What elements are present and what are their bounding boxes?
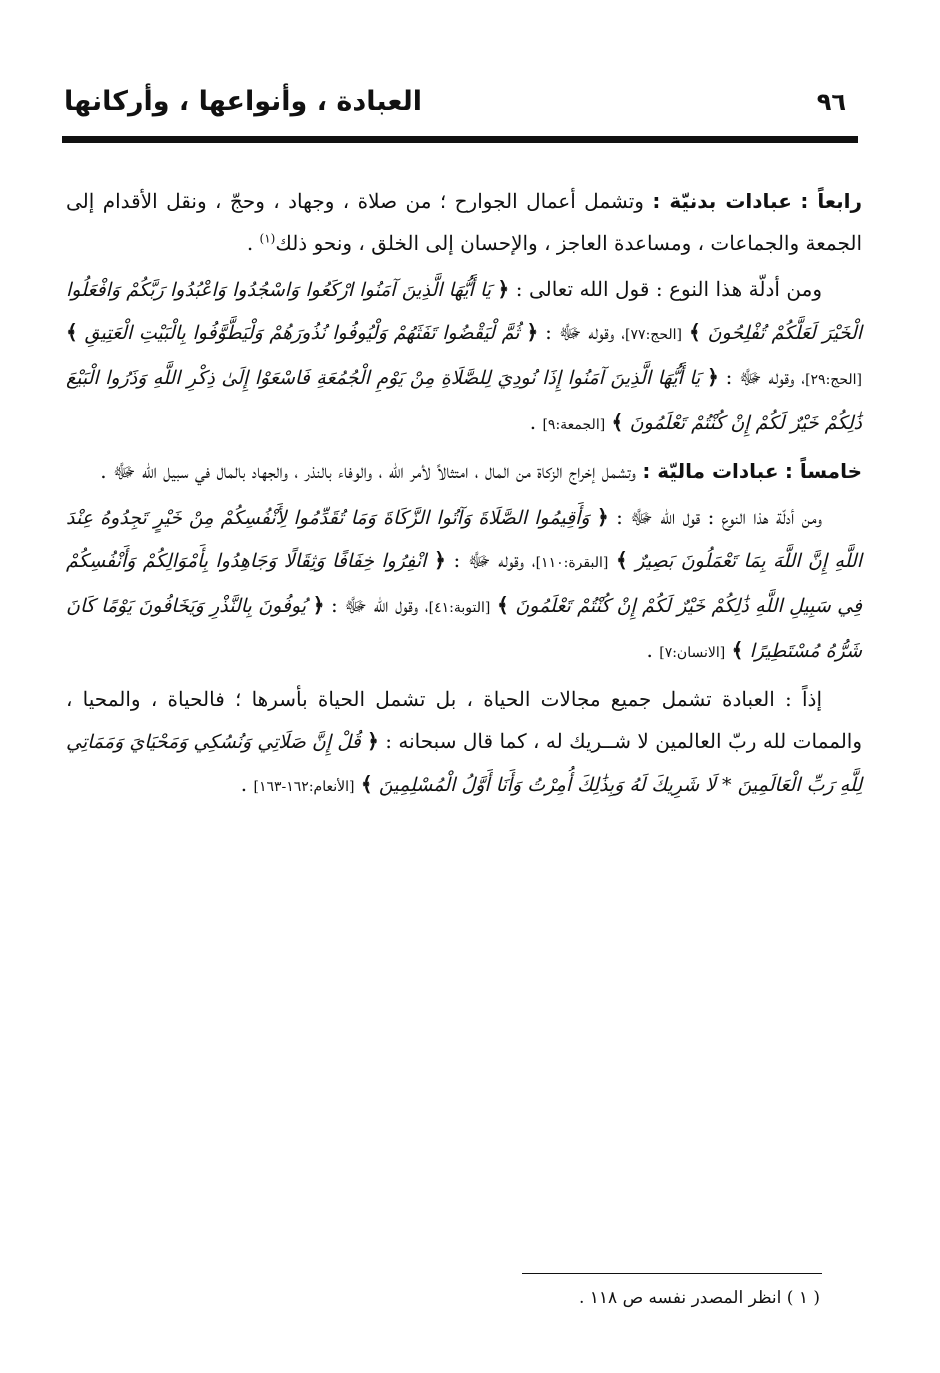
sentence-end: . (246, 231, 260, 255)
quran-verse: ثُمَّ لْيَقْضُوا تَفَثَهُمْ وَلْيُوفُوا نُذُورَهُمْ وَلْيَطَّوَّفُوا بِالْبَيْتِ الْعَتِيقِ (84, 322, 520, 344)
verse-close-brace: ﴾ (66, 320, 78, 344)
page-body (66, 180, 862, 812)
section-label-fifth: خامساً : (784, 459, 862, 483)
connector-text: ، وقوله ﷻ : (545, 320, 626, 344)
paragraph-conclusion (66, 678, 862, 808)
quran-verse: وَأَقِيمُوا الصَّلَاةَ وَآتُوا الزَّكَاةَ وَمَا تُقَدِّمُوا لِأَنْفُسِكُمْ مِنْ خَيْرٍ تَجِدُوهُ عِنْدَ اللَّهِ إِنَّ اللَّهَ بِمَا تَعْمَلُونَ بَصِيرٌ (66, 507, 862, 572)
header-rule (62, 136, 858, 143)
page-header (64, 86, 854, 126)
verse-open-brace: ﴿ (707, 365, 719, 389)
verse-close-brace: ﴾ (360, 772, 373, 796)
quran-verse: قُلْ إِنَّ صَلَاتِي وَنُسُكِي وَمَحْيَايَ وَمَمَاتِي لِلَّهِ رَبِّ الْعَالَمِينَ * لَا شَرِيكَ لَهُ وَبِذَٰلِكَ أُمِرْتُ وَأَنَا أَوَّلُ الْمُسْلِمِينَ (66, 731, 862, 796)
quran-verse: انْفِرُوا خِفَافًا وَثِقَالًا وَجَاهِدُوا بِأَمْوَالِكُمْ وَأَنْفُسِكُمْ فِي سَبِيلِ اللَّهِ ذَٰلِكُمْ خَيْرٌ لَكُمْ إِنْ كُنْتُمْ تَعْلَمُونَ (66, 550, 862, 617)
conclusion-body: إذاً : العبادة تشمل جميع مجالات الحياة ، بل تشمل الحياة بأسرها ؛ فالحياة ، والمحيا ، والممات لله ربّ العالمين لا شــريك له ، كما قال سبحانه : (66, 687, 863, 753)
section-term-physical: عبادات بدنيّة : (652, 189, 792, 213)
running-title: العبادة ، وأنواعها ، وأركانها (64, 86, 422, 117)
verse-reference: [الأنعام:١٦٢-١٦٣] (253, 779, 355, 795)
paragraph-financial-evidence (66, 496, 862, 674)
verse-open-brace: ﴿ (312, 593, 325, 617)
page-number: ٩٦ (816, 88, 846, 116)
paragraph-financial-worship (66, 450, 862, 492)
verse-reference: [الانسان:٧] (659, 645, 726, 661)
footnote-marker: ( ١ ) (786, 1288, 820, 1308)
quran-verse: يَا أَيُّهَا الَّذِينَ آمَنُوا ارْكَعُوا وَاسْجُدُوا وَاعْبُدُوا رَبَّكُمْ وَافْعَلُوا الْخَيْرَ لَعَلَّكُمْ تُفْلِحُونَ (66, 279, 863, 344)
verse-open-brace: ﴿ (497, 277, 510, 301)
footnote-separator (522, 1273, 822, 1274)
quran-verse: يُوفُونَ بِالنَّذْرِ وَيَخَافُونَ يَوْمًا كَانَ شَرُّهُ مُسْتَطِيرًا (66, 595, 862, 662)
verse-reference: [الجمعة:٩] (542, 417, 606, 433)
section-term-financial: عبادات ماليّة : (642, 459, 779, 483)
footnote (579, 1288, 820, 1308)
verse-reference: [التوبة:٤١] (428, 600, 491, 616)
verse-close-brace: ﴾ (688, 320, 701, 344)
verse-close-brace: ﴾ (615, 548, 628, 572)
verse-close-brace: ﴾ (611, 410, 624, 434)
verse-open-brace: ﴿ (526, 320, 539, 344)
sentence-end: . (240, 772, 254, 796)
verse-reference: [الحج:٧٧] (625, 327, 682, 343)
verse-close-brace: ﴾ (496, 593, 509, 617)
sentence-end: . (529, 410, 543, 434)
connector-text: ، وقوله ﷻ : (453, 548, 536, 572)
verse-close-brace: ﴾ (731, 638, 744, 662)
section-body-financial: وتشمل إخراج الزكاة من المال ، امتثالاً لأمر الله ، والوفاء بالنذر ، والجهاد بالمال في سبيل الله ﷻ . (100, 459, 636, 483)
paragraph-physical-worship (66, 180, 862, 264)
section-label-fourth: رابعاً : (800, 189, 863, 213)
section-body-physical: وتشمل أعمال الجوارح ؛ من صلاة ، وجهاد ، وحجّ ، ونقل الأقدام إلى الجمعة والجماعات ، ومساعدة العاجز ، والإحسان إلى الخلق ، ونحو ذلك (66, 189, 862, 255)
verse-reference: [الحج:٢٩] (805, 372, 862, 388)
connector-text: ، وقول الله ﷻ : (331, 593, 429, 617)
evidence-intro: ومن أدلّة هذا النوع : قول الله ﷻ : (616, 505, 823, 529)
footnote-reference[interactable]: (١) (259, 231, 276, 246)
verse-open-brace: ﴿ (597, 505, 609, 529)
quran-verse: يَا أَيُّهَا الَّذِينَ آمَنُوا إِذَا نُودِيَ لِلصَّلَاةِ مِنْ يَوْمِ الْجُمُعَةِ فَاسْعَوْا إِلَىٰ ذِكْرِ اللَّهِ وَذَرُوا الْبَيْعَ ذَٰلِكُمْ خَيْرٌ لَكُمْ إِنْ كُنْتُمْ تَعْلَمُونَ (66, 367, 862, 434)
footnote-text: انظر المصدر نفسه ص ١١٨ . (578, 1288, 782, 1308)
connector-text: ، وقوله ﷻ : (725, 365, 806, 389)
verse-reference: [البقرة:١١٠] (535, 555, 609, 571)
evidence-intro: ومن أدلّة هذا النوع : قول الله تعالى : (515, 277, 822, 301)
verse-open-brace: ﴿ (367, 729, 379, 753)
verse-open-brace: ﴿ (434, 548, 446, 572)
sentence-end: . (646, 638, 660, 662)
paragraph-physical-evidence (66, 268, 862, 446)
